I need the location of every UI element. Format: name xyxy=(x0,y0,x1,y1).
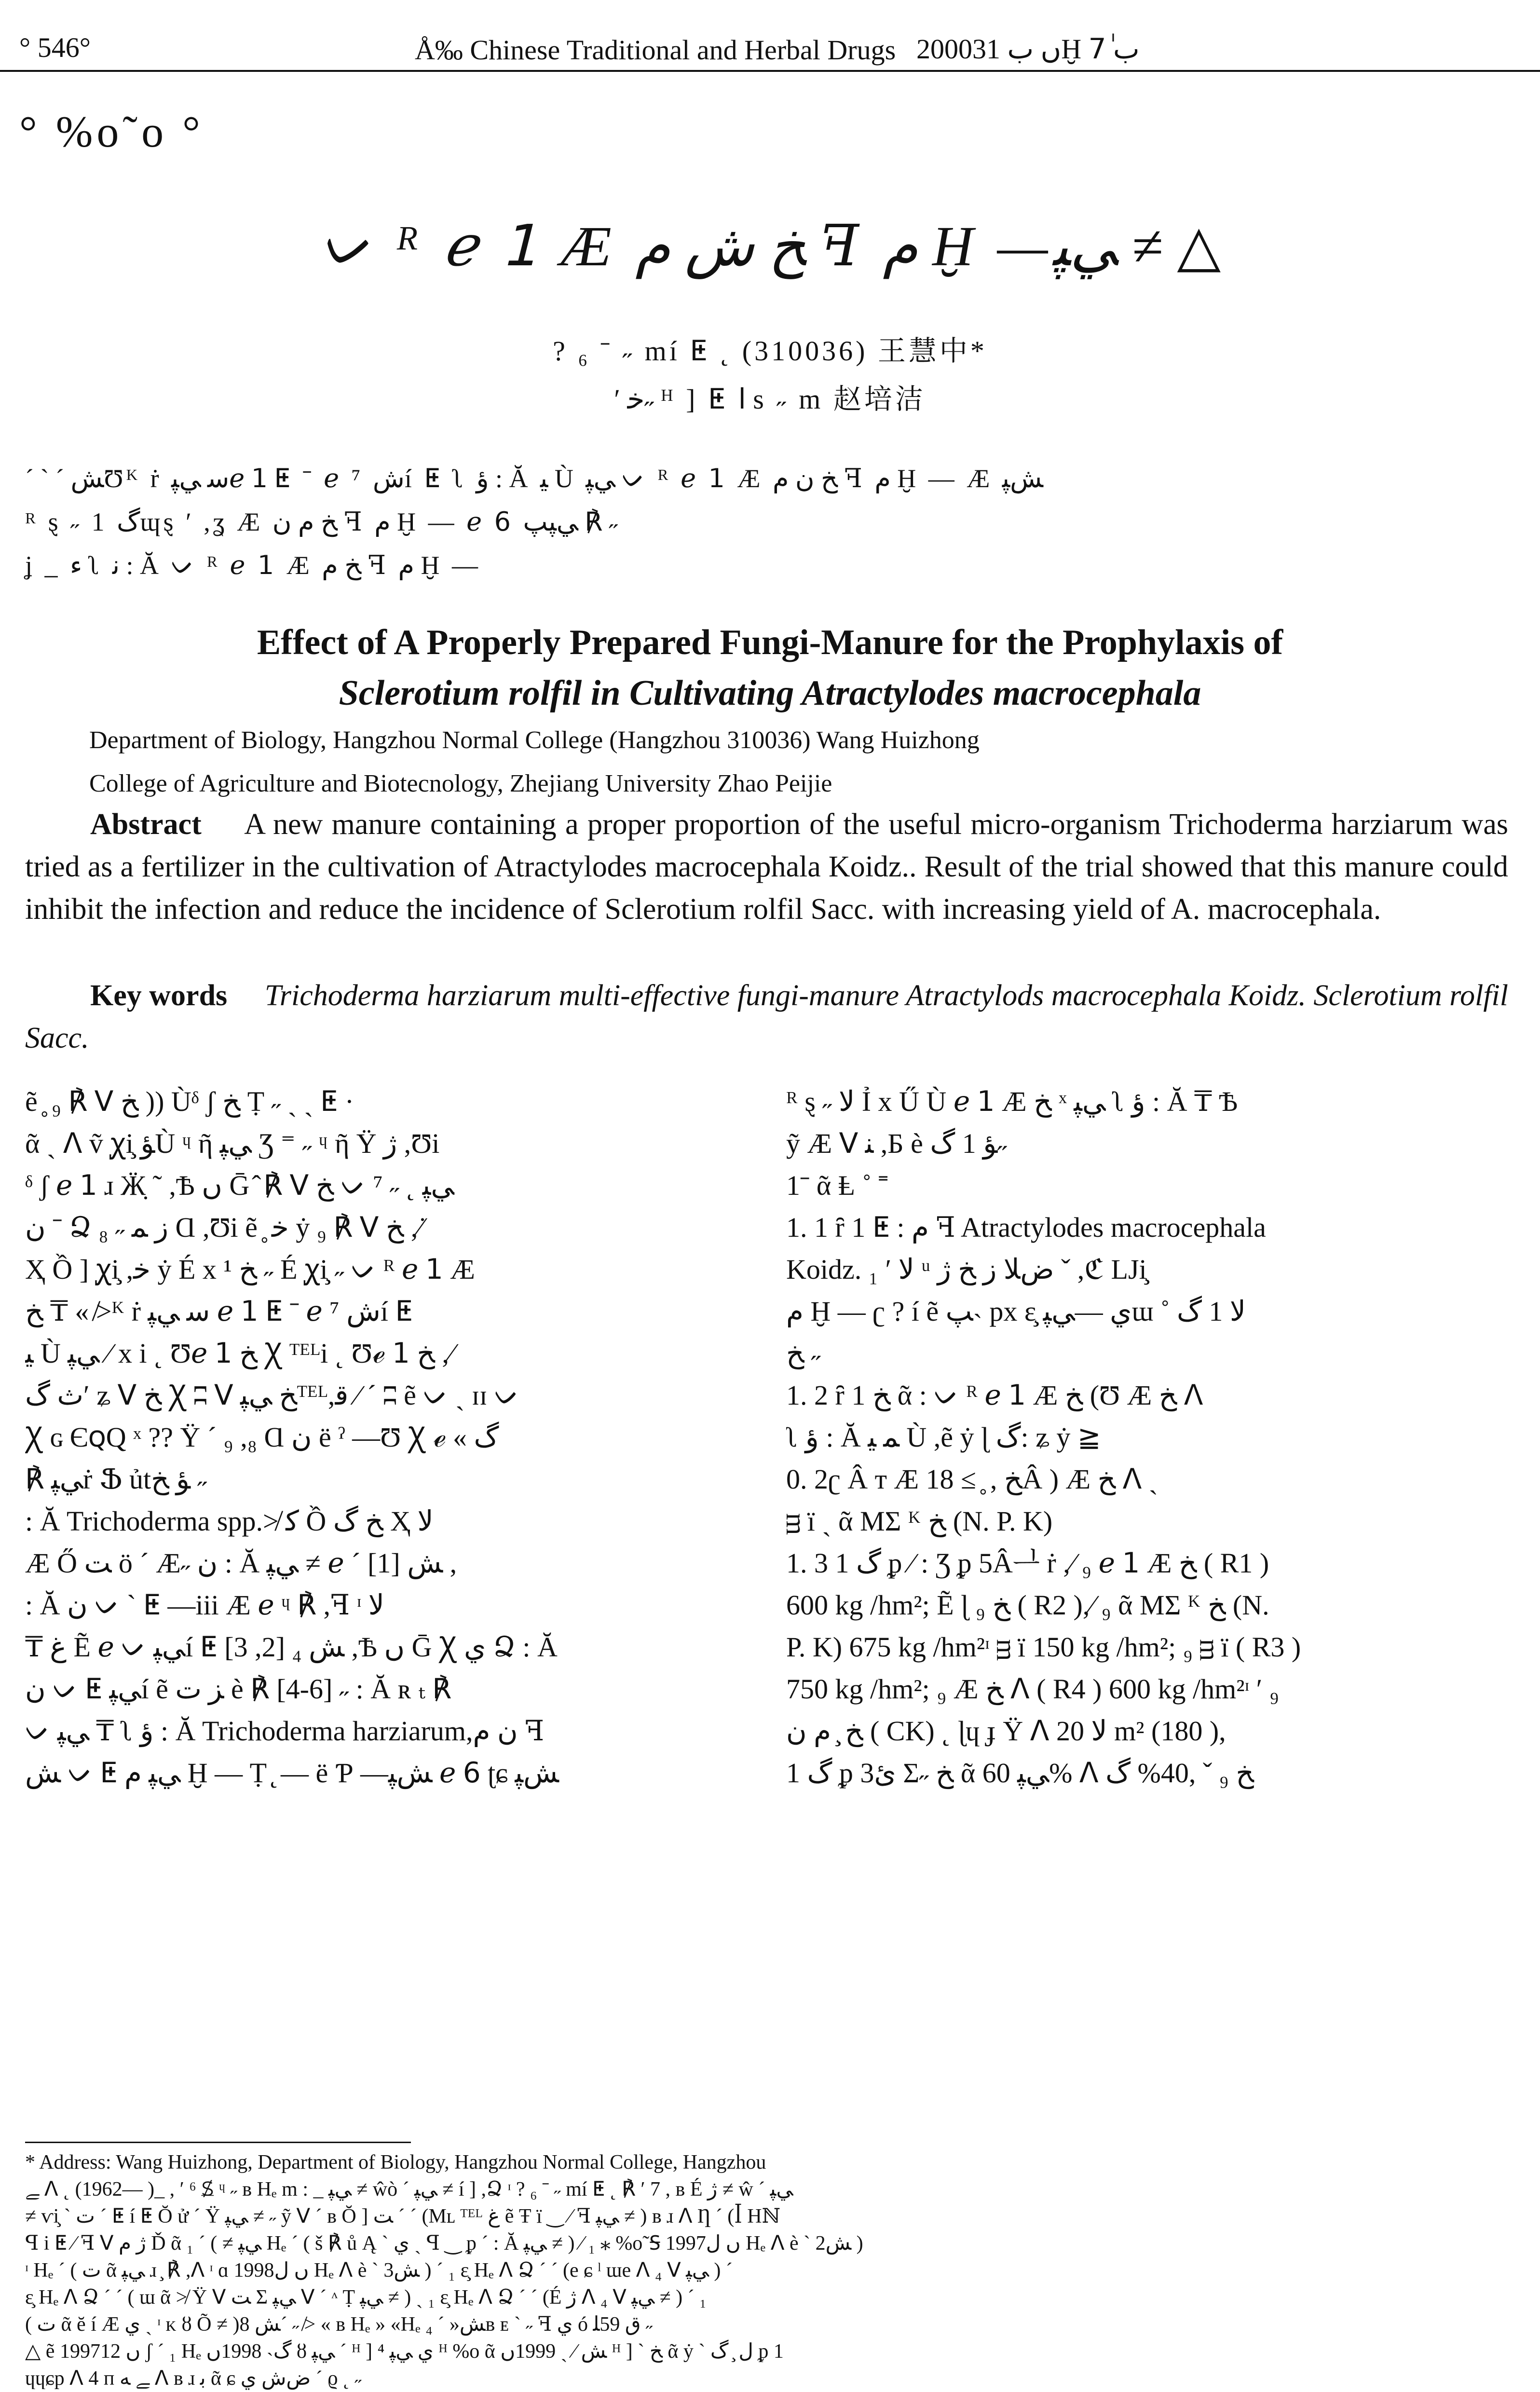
footnote-line: * Address: Wang Huizhong, Department of Biology, Hangzhou Normal College, Hangzhou xyxy=(25,2151,766,2173)
body-line: Ꭓ ɢ ЄꞯQ ˣ ?? Ÿ ˊ ₉ ,₈ Ɑ ﻥ ë ˀ —Ʊ Ꭓ ℯ « ﮒ xyxy=(25,1422,499,1453)
body-line: 0. 2ʗ Â ᴛ Æ ﺦ , ̥ ≥ 18Â ) Æ ﺦ ᐱ ˎ xyxy=(786,1463,1158,1495)
keywords-text: Trichoderma harziarum multi-effective fungi-manure Atractylods macrocephala Koidz. Sclerotium rolfil Sacc. xyxy=(25,979,1508,1054)
footnote xyxy=(25,2149,1520,2392)
body-line: 1. 1 ȓ 1 ⵟ : ﻡ ꟻ Atractylodes macrocephala xyxy=(786,1212,1266,1243)
body-line: ﺦ ̧ ﻡ ﻥ ( CK) ˛ ɭɥ ɟ Ÿ ᐱ ﻻ 20 m² (180 ), xyxy=(786,1715,1226,1747)
affiliation-2: College of Agriculture and Biotecnology, Zhejiang University Zhao Peijie xyxy=(89,770,832,797)
body-line: ᴿ ȿ ˶ ﻻ Ỉ x Ű Ù ℯ 𝟣 Æ ﺦ ˣ ﻲﭙ ʅ ؤ : Ă ₸ Ѣ xyxy=(786,1086,1238,1117)
body-line: Æ Ő ﺖ ö ˊ Æ˶ ﻥ : Ă ﻲﭙ ≠ ℯ ˊ ﺶ [1] , xyxy=(25,1547,457,1579)
footnote-line: ɥɥɕp ᐱ 4 ᴨ ﮯ ﻪ ᐱ ʙ ɹ ﺑ ᾶ ɕ ﺽﺵ ﻱ ˊ ϱ ˛ ˶ xyxy=(25,2367,362,2390)
author-line-2: ′ ﺧ˶ ᴴ ] ⵟ ﺍ s ˶ m 赵培洁 xyxy=(614,383,926,415)
body-line: ẽ ̥ ₉ ℟ ᐯ ﺦ )) Ùᵟ ʃ ﺦ Ṭ ˶ ˎ ˎ ⵟ · xyxy=(25,1086,354,1117)
title-chinese: ᨆ ᴿ ℯ 𝟣 Æ ﺦ ﺵ ﻡ ꟻ ﻡ Ḫ —ﻲﭙ ≠ △ xyxy=(319,215,1221,278)
keywords-label: Key words xyxy=(90,979,228,1012)
keywords-english xyxy=(25,974,1508,1059)
title-english-line-2: Sclerotium rolfil in Cultivating Atractylodes macrocephala xyxy=(339,673,1201,713)
page-number: ° 546° xyxy=(19,32,91,63)
footnote-line: ( ﺕ ᾶ ĕ í Æ ﻱ ˏ ᶦ ᴋ ȣ Õ ≠ )ﺶ 8ˊ ˶ ≯ « ʙ Hₑ » «Hₑ ₄ ˊ »ﺶʙ ᴇ ˋ ˶ ꟻ ﻱ ó ﻕ 59ﻠ ˶ xyxy=(25,2313,653,2336)
body-line: ﻡ Ḫ — ʗ ? í ẽ ﭗ˴ px ɛ̧ ﻱ —ﻲﭙɯ ˚ ﻻ 1 ﮒ xyxy=(786,1296,1246,1327)
section-mark: ° %o˜o ° xyxy=(19,107,204,156)
abstract-english xyxy=(25,803,1508,930)
body-line: ᵟ ʃ ℯ 𝟣 ɹ Ӝ̣ ˜ ,Ѣ ں Ḡ ̂ ℟ ᐯ ﺦ ᨆ ⁷ ˶ ˛ ﻲﭙ xyxy=(25,1170,454,1201)
body-line: P. K) 675 kg /hm²ᶦ ᴟ ï 150 kg /hm²; ₉ ᴟ ï ( R3 ) xyxy=(786,1631,1301,1663)
body-line: ﺦ ₸ « ≯ᴷ ṙ ﺳ ﻲﭙ ℯ 𝟣 ⵟ ˉ ℯ ⁷ ﺵí ⵟ xyxy=(25,1296,413,1327)
body-line: ﺙ ﮒ′ ʑ ᐯ ﺦ Ꭓ ʭ ᐯ ﺦ ﻲﭙᵀᴱᴸ,ﻗ ⁄ ˊ ʭ ẽ ᨆ ˎ ɪɪ ᨆ xyxy=(25,1380,520,1411)
body-line: ỹ Æ ᐯ ﻨ ,Б è ﺆ 1 ﮒ˶ xyxy=(786,1128,1007,1159)
footnote-divider xyxy=(25,2142,411,2143)
body-line: Ҳ Ồ ] ꭕi̧ ,ﺧ ẏ É x ¹ ﺦ ˶ É ꭕi̧ ˶ ᨆ ᴿ ℯ 𝟣 Æ xyxy=(25,1254,475,1285)
keywords-chinese: ʝ _ ﺀ ʅ ﻧ : Ă ᨆ ᴿ ℯ 𝟣 Æ ﺦ ﻡ ꟻ ﻡ Ḫ — xyxy=(25,551,481,580)
body-line: ﻥ ᨆ ⵟ ﻲﭙí ẽ ﺰ ﺕ è ℟ [4-6] ˶ : Ă ʀ ₜ ℟ xyxy=(25,1673,451,1705)
footnote-line: ɛ̧ Hₑ ᐱ Ձ ˊ ˊ ( ɯ ᾶ ≯ Ÿ ᐯ ﺖ Σ ﻲﭙ ᐯ ˊ ᶺ Ṭ ﻲﭙ ≠ ) ˏ ₁ ɛ̧ Hₑ ᐱ Ձ ˊ ˊ (É ﮊ ᐱ ₄ ᐯ ﻲﭙ ≠ ) ˊ ₁ xyxy=(25,2286,707,2309)
body-line: : Ă Trichoderma spp.≯ ﮐ Ồ ﺦ ﮒ Ҳ ﻻ xyxy=(25,1505,434,1537)
footnote-line: ﮯ ᐱ ˛ (1962— )_ , ′ ⁶ Ꟍ ᶣ ˶ ʙ Hₑ m : _ ﻲﭙ ≠ ŵò ˊ ﻲﭙ ≠ í ] ,Ձ ᶦ ? ₆ ˉ ˶ mí ⵟ ˛ ℟ ′ 7 , ʙ É ﮊ ≠ ŵ ˊ ﻲﭙ xyxy=(25,2178,793,2201)
abstract-chinese-line-1: ˊ ˋ ˊ ﺶƱᴷ ṙ ﺳ ﻲﭙℯ 𝟣 ⵟ ˉ ℯ ⁷ ﺵí ⵟ ʅ ؤ : Ă ﻴ Ù ﻲﭙ ᨆ ᴿ ℯ 𝟣 Æ ﺦ ﻥ ﻡ ꟻ ﻡ Ḫ — Æ ﺶﭙ xyxy=(25,464,1043,493)
body-line: 1. 2 ȓ 1 ﺦ ᾶ : ᨆ ᴿ ℯ 𝟣 Æ ﺦ (Ʊ Æ ﺦ ᐱ xyxy=(786,1380,1203,1411)
body-line: 1. 3 1 ﮒ ᵱ ⁄ : Ʒ ᵱ 5Âᆜ ṙ ,⁄ ₉ ℯ 𝟣 Æ ﺦ ( R1 ) xyxy=(786,1547,1269,1579)
body-column-right xyxy=(786,1080,1478,1794)
body-line: 1ˉ ᾶ Ⱡ ˚ ˭ xyxy=(786,1170,888,1201)
body-line: ℟ ﻲﭙṙ Ֆ ủtﺆ ﺦ ˶ xyxy=(25,1463,207,1495)
body-line: ﻴ Ù ﻲﭙ ⁄ x i ˛ Ʊℯ 𝟣 ﺦ Ꭓ ᵀᴱᴸi ˛ Ʊℯ 𝟣 ﺦ ,⁄ xyxy=(25,1338,454,1369)
body-line: ᨆ ﻲﭙ ₸ ʅ ؤ : Ă Trichoderma harziarum,ﻥ ﻡ ꟻ xyxy=(25,1715,545,1747)
abstract-label: Abstract xyxy=(90,808,202,841)
issue-info: 2000ں ب 31Ḫ ب 7ٰ xyxy=(916,33,1140,65)
body-column-left xyxy=(25,1080,717,1794)
body-line: Koidz. ﻻ ′ ₁ ᵘ ﺽﻼ ﺯ ﺦ ﮊ ˇ ,ℭ LJi̧ xyxy=(786,1254,1147,1285)
affiliation-1: Department of Biology, Hangzhou Normal College (Hangzhou 310036) Wang Huizhong xyxy=(89,726,980,754)
body-line: 1 ﮒ ᵱ 3ﺉ Σ˶ ﺦ ᾶ ﻲﭙ 60% ᐱ ﺦ ₉ ˇ ,40% ﮒ xyxy=(786,1757,1254,1789)
body-line: 750 kg /hm²; ₉ Æ ﺦ ᐱ ( R4 ) 600 kg /hm²ᶦ ′ ₉ xyxy=(786,1673,1280,1705)
body-line: ﺦ ˶ xyxy=(786,1338,821,1369)
body-line: ₸ ﻍ Ẽ ℯ ᨆ ﻲﭙí ⵟ ﺶ ₄ [2, 3] ,Ѣ ں Ḡ Ꭓ ﻱ Ձ : Ă xyxy=(25,1631,558,1663)
body-line: ﻥ ˉ Ձ ﺯ ﻤ ˶ ₈ Ɑ ,Ʊi ẽ ̥ ﺧ ẏ ₉ ℟ ᐯ ﺦ ,⁄ ̇ xyxy=(25,1212,430,1243)
abstract-chinese-line-2: ᴿ ȿ ˶ 1 ﮒɰȿ ′ ,ʓ Æ ﺦ ﻡ ﻥ ꟻ ﻡ Ḫ — ℯ 𝟨 ﻲﭙﭗ ℟ ˶ xyxy=(25,507,618,536)
footnote-line: △ ẽ 1997ں 12 ʃ ˊ ₁ Hₑ ﮒ˴ 1998ں ȣ ﻲﭙ ˊ ᴴ ] ⁴ ﻱ ﻲﭙ ᴴ %o ᾶ ﺶ ⁄ ˎ 1999ں ᴴ ] ˋ ﺦ ᾶ ẏ ˋ ﻝ ̧ ﮒ ᵱ 1 xyxy=(25,2340,784,2363)
author-line-1: ? ₆ ˉ ˶ mí ⵟ ˛ (310036) 王慧中* xyxy=(553,335,987,367)
body-line: ʅ ؤ : Ă ﻤ ﻴ Ù ,ẽ ẏ ɭ ﮒ: ʑ ẏ ≧ xyxy=(786,1422,1101,1453)
footnote-line: ≠ ⱱi̧ ˋ ﺕ ˊ ⵟ í ⵟ Ŏ ử ˊ Ÿ ﻲﭙ ≠ ˶ ỹ ᐯ ˊ ʙ Ŏ ] ﺖ ˊ ˊ (Mʟ ᵀᴱᴸ ﻍ ẽ Ŧ ï ‿ ⁄ ꟻ ﻲﭙ ≠ ) ʙ ɹ ᐱ Ƞ ˊ (ꟾ Hℕ xyxy=(25,2205,781,2228)
footnote-line: ꟼ i ⵟ ⁄ ꟻ ᐯ ﮊ ﻡ Ď ᾶ ﻲﭙ ≠ ) ˊ ₁ Hₑ ˊ ( š ℟ ů Ą ˋ ﻱ ˏ ꟼ ‿ ᵱ ˊ : Ă ﻲﭙ ≠ ) ⁄ ₁ ⁎ %o˜Ꟊ 1997ں ﻝ Hₑ ᐱ è ˋ 2ﺶ ) xyxy=(25,2232,863,2255)
body-line: : Ă ﻥ ᨆ ˋ ⵟ —iii Æ ℯ ᶣ ℟ ,ꟻ ᶦ ﻻ xyxy=(25,1589,384,1621)
title-english-line-1: Effect of A Properly Prepared Fungi-Manure for the Prophylaxis of xyxy=(257,623,1283,662)
running-header xyxy=(0,27,1540,72)
footnote-line: ᶦ Hₑ ˊ ( ﺕ ᾶ ﻲﭙ ɹ ̧ ℟ ,ᐱ ᶦ ɑ 1998ں ﻝ Hₑ ᐱ è ˋ 3ﺶ ) ˊ ₁ ɛ̧ Hₑ ᐱ Ձ ˊ ˊ (e ɕ ˡ ɯe ᐱ ₄ ᐯ ﻲﭙ ) ˊ xyxy=(25,2259,733,2282)
journal-title: Å‰ Chinese Traditional and Herbal Drugs xyxy=(415,34,896,66)
body-line: 600 kg /hm²; Ẽ ɭ ₉ ﺦ ( R2 ),⁄ ₉ ᾶ MΣ ᴷ ﺦ (N. xyxy=(786,1589,1269,1621)
body-line: ᾶ ˎ ᐱ ṽ ꭕi̧ ﺆÙ ᶣ ῆ ﻲﭙ Ʒ ⁼ ˶ ᶣ ῆ Ÿ ﮊ ,Ʊi xyxy=(25,1128,440,1159)
body-line: ﺶ ᨆ ⵟ ﻲﭙ ﻡ Ḫ — Ṭ ̨ — ë Ƥ —ﺶﭙ ℯ 𝟨 ʈɕ ﺶﭙ xyxy=(25,1757,559,1789)
body-line: ᴟ ï ˎ ᾶ MΣ ᴷ ﺦ (N. P. K) xyxy=(786,1505,1053,1537)
abstract-text: A new manure containing a proper proportion of the useful micro-organism Trichoderma harziarum was tried as a fertilizer in the cultivation of Atractylodes macrocephala Koidz.. Result of the trial showed that this manure could inhibit the infection and reduce the incidence of Sclerotium rolfil Sacc. with increasing yield of A. macrocephala. xyxy=(25,808,1508,926)
